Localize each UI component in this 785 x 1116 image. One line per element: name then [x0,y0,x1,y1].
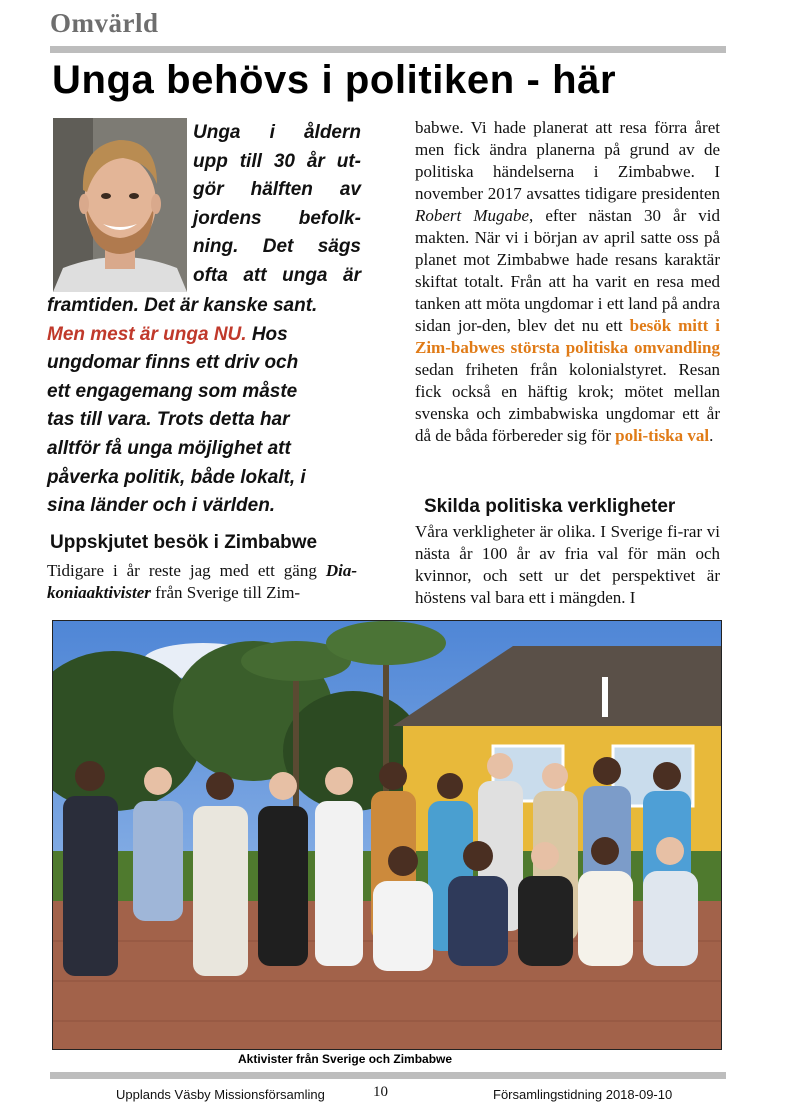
section-label: Omvärld [50,8,159,38]
lead-line: alltför få unga möjlighet att [47,437,291,459]
body-text: . [709,426,714,445]
body-paragraph-left [47,560,357,604]
person-name: Robert Mugabe [415,206,530,225]
photo-caption: Aktivister från Sverige och Zimbabwe [238,1052,453,1066]
body-text: Tidigare i år reste jag med ett gäng [47,561,326,580]
footer-issue-date: Församlingstidning 2018-09-10 [493,1087,673,1102]
body-text: från Sverige till Zim- [150,583,301,602]
subheading-postponed-visit: Uppskjutet besök i Zimbabwe [50,532,318,553]
group-photo [52,620,722,1050]
highlight-text: poli-tiska val [615,426,710,445]
body-paragraph-right-2: Våra verkligheter är olika. I Sverige fi-rar vi nästa år 100 år av fria val för män och kvinnor, och sett ur det perspektivet är höstens val bara ett i mängden. I [415,522,720,607]
lead-line: jordens befolk- [193,207,361,229]
author-portrait [53,118,187,292]
body-text: , efter nästan 30 år vid makten. När vi i början av april satte oss på planet mot Zimbabwe hade resans karaktär skiftat totalt. Från att ha varit en resa med tanken att möta ungdomar i ett land på andra sidan jor-den, blev det nu ett [415,206,720,335]
lead-line: upp till 30 år ut- [193,150,361,172]
body-text: babwe. Vi hade planerat att resa förra året men fick ändra planerna på grund av de politiska händelserna i Zimbabwe. I november 2017 avsattes tidigare presidenten [415,118,720,203]
lead-line: påverka politik, både lokalt, i [47,466,306,488]
top-divider [50,46,726,53]
lead-line [47,321,359,350]
lead-text: Hos [246,323,288,345]
lead-line: Unga i åldern [193,122,361,143]
lead-continuation [47,292,359,521]
lead-line: ofta att unga är [193,264,361,286]
page-number: 10 [373,1084,388,1100]
lead-line: gör hälften av [193,179,361,201]
lead-line: ning. Det sägs [193,236,361,258]
lead-line: tas till vara. Trots detta har [47,409,290,431]
body-emphasis: Dia-koniaaktivister [47,561,357,602]
lead-line: sina länder och i världen. [47,495,276,517]
lead-line: ungdomar finns ett driv och [47,352,299,374]
bottom-divider [50,1072,726,1079]
body-text: sedan friheten från kolonialstyret. Resan fick också en häftig krok; mötet mellan svenska och zimbabwiska ungdomar ett år då de båda förbereder sig för [415,360,720,445]
footer-publisher: Upplands Väsby Missionsförsamling [116,1087,325,1102]
highlight-text: besök mitt i Zim-babwes största politiska omvandling [415,316,721,357]
headline: Unga behövs i politiken - här [52,58,617,102]
lead-red-emphasis: Men mest är unga NU. [47,323,247,345]
lead-line: ett engagemang som måste [47,380,298,402]
body-paragraph-right [415,117,720,447]
subheading-political-realities: Skilda politiska verkligheter [424,496,676,517]
lead-line: framtiden. Det är kanske sant. [47,295,318,316]
lead-intro-beside-photo [193,119,361,291]
